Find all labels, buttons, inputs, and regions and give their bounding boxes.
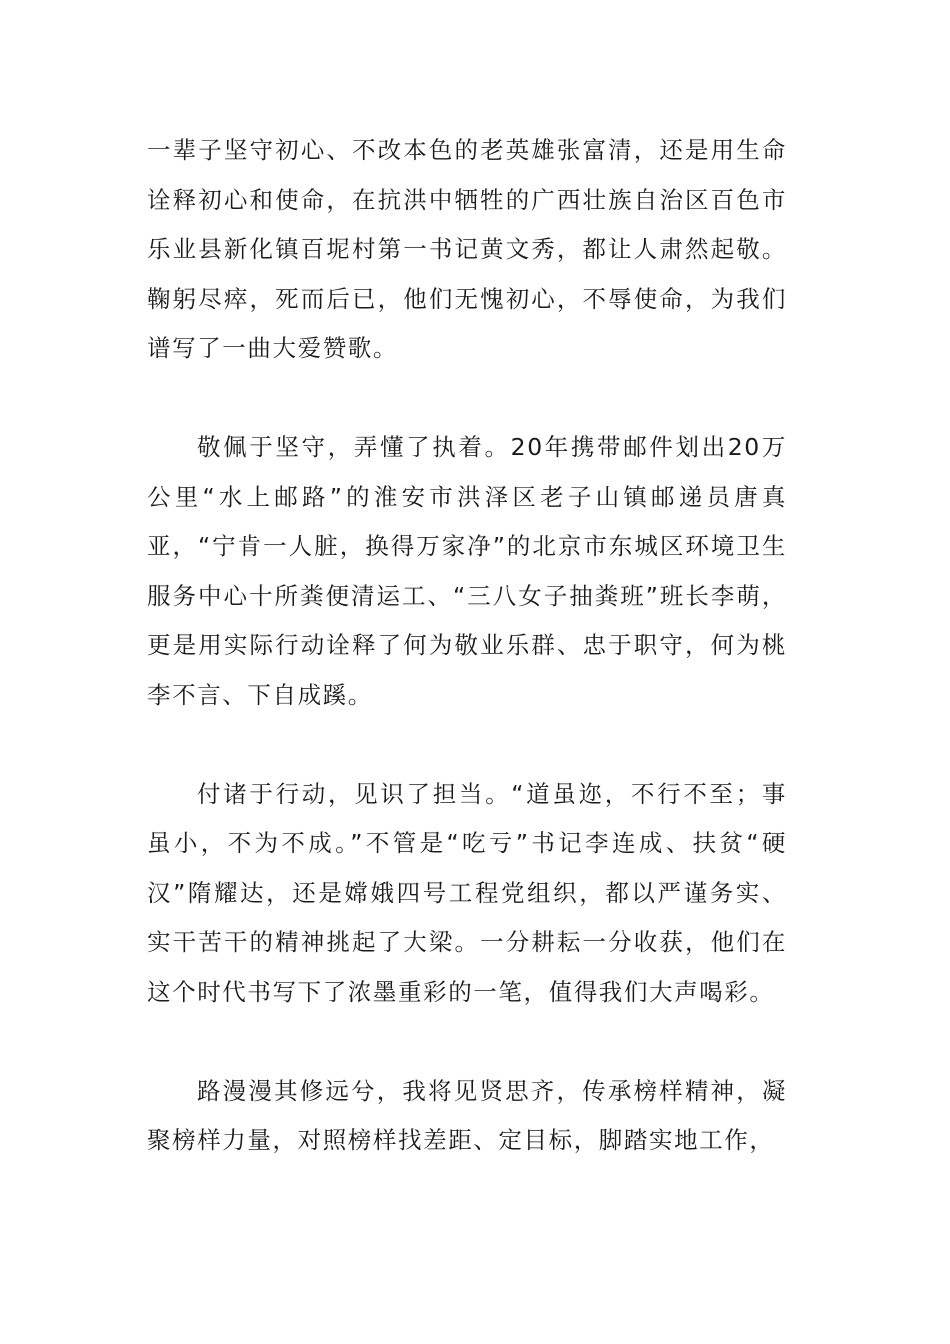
paragraph-3: 付诸于行动，见识了担当。“道虽迩，不行不至；事虽小，不为不成。”不管是“吃亏”书记李连成、扶贫“硬汉”隋耀达，还是嫦娥四号工程党组织，都以严谨务实、实干苦干的精神挑起了大梁。一分耕耘一分收获，他们在这个时代书写下了浓墨重彩的一笔，值得我们大声喝彩。 (147, 779, 787, 1006)
paragraph-1: 一辈子坚守初心、不改本色的老英雄张富清，还是用生命诠释初心和使命，在抗洪中牺牲的广西壮族自治区百色市乐业县新化镇百坭村第一书记黄文秀，都让人肃然起敬。鞠躬尽瘁，死而后已，他们无愧初心，不辱使命，为我们谱写了一曲大爱赞歌。 (147, 136, 787, 362)
paragraph-4: 路漫漫其修远兮，我将见贤思齐，传承榜样精神，凝聚榜样力量，对照榜样找差距、定目标，脚踏实地工作， (147, 1076, 787, 1154)
paragraph-2: 敬佩于坚守，弄懂了执着。20年携带邮件划出20万公里“水上邮路”的淮安市洪泽区老子山镇邮递员唐真亚，“宁肯一人脏，换得万家净”的北京市东城区环境卫生服务中心十所粪便清运工、“三八女子抽粪班”班长李萌，更是用实际行动诠释了何为敬业乐群、忠于职守，何为桃李不言、下自成蹊。 (147, 433, 787, 709)
document-body (147, 126, 787, 1166)
